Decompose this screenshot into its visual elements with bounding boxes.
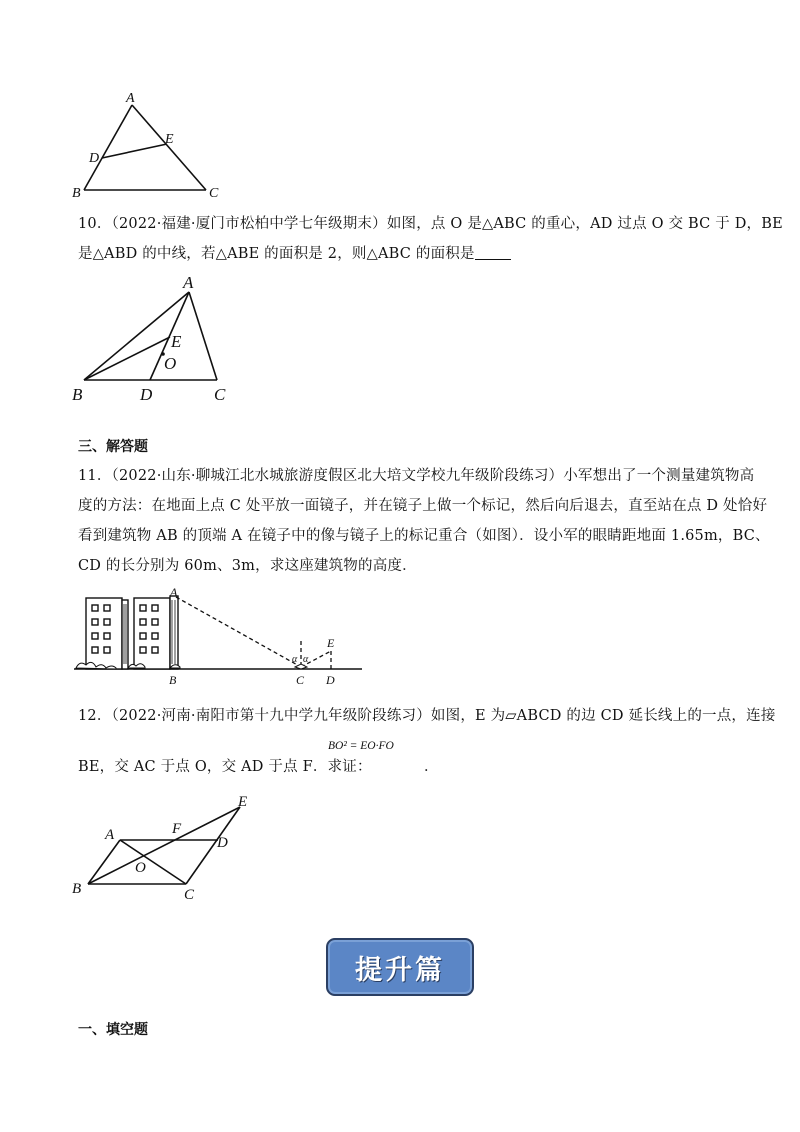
- label-c: C: [214, 385, 226, 404]
- label-a: A: [183, 273, 194, 292]
- angle-alpha-right: α: [303, 654, 309, 665]
- label-e: E: [171, 332, 182, 351]
- label-a: A: [126, 91, 135, 106]
- angle-alpha-left: α: [292, 654, 298, 665]
- q11-line2: 度的方法：在地面上点 C 处平放一面镜子，并在镜子上做一个标记，然后向后退去，直至站在点 D 处恰好: [78, 498, 768, 514]
- q12-line1: 12．（2022·河南·南阳市第十九中学九年级阶段练习）如图，E 为▱ABCD 的边 CD 延长线上的一点，连接: [78, 708, 776, 724]
- q11-line4: CD 的长分别为 60m、3m，求这座建筑物的高度．: [78, 558, 417, 574]
- label-a: A: [170, 585, 178, 599]
- q12-line2: BE，交 AC 于点 O，交 AD 于点 F．求证：: [78, 759, 372, 775]
- label-o: O: [164, 354, 177, 373]
- side-ab: [88, 840, 120, 884]
- q11-line3: 看到建筑物 AB 的顶端 A 在镜子中的像与镜子上的标记重合（如图）．设小军的眼睛距地面 1.65m，BC、: [78, 528, 770, 544]
- label-a: A: [105, 827, 115, 843]
- q12-line2-end: ．: [424, 759, 439, 775]
- q12-formula: BO² = EO·FO: [328, 740, 394, 752]
- label-d: D: [140, 385, 153, 404]
- side-cd-extended: [186, 807, 240, 884]
- label-d: D: [89, 151, 100, 166]
- label-e: E: [165, 132, 174, 147]
- label-d: D: [326, 673, 335, 687]
- label-e: E: [327, 636, 335, 650]
- label-b: B: [72, 385, 83, 404]
- label-f: F: [172, 821, 182, 837]
- label-b: B: [72, 186, 81, 201]
- section-title-fill-in: 一、填空题: [78, 1022, 148, 1038]
- q11-line1: 11．（2022·山东·聊城江北水城旅游度假区北大培文学校九年级阶段练习）小军想出了一个测量建筑物高: [78, 468, 755, 484]
- section-banner: [326, 938, 474, 996]
- section-banner-label: 提升篇: [355, 954, 445, 986]
- label-e: E: [238, 794, 248, 810]
- q10-line2-text: 是△ABD 的中线，若△ABE 的面积是 2，则△ABC 的面积是: [78, 246, 475, 262]
- label-b: B: [72, 881, 82, 897]
- label-d: D: [217, 835, 228, 851]
- label-o: O: [135, 860, 146, 876]
- q10-line1: 10．（2022·福建·厦门市松柏中学七年级期末）如图，点 O 是△ABC 的重心，AD 过点 O 交 BC 于 D，BE: [78, 216, 783, 232]
- label-c: C: [296, 673, 305, 687]
- label-c: C: [184, 887, 195, 903]
- label-b: B: [169, 673, 177, 687]
- label-c: C: [209, 186, 219, 201]
- section-title-answers: 三、解答题: [78, 439, 148, 455]
